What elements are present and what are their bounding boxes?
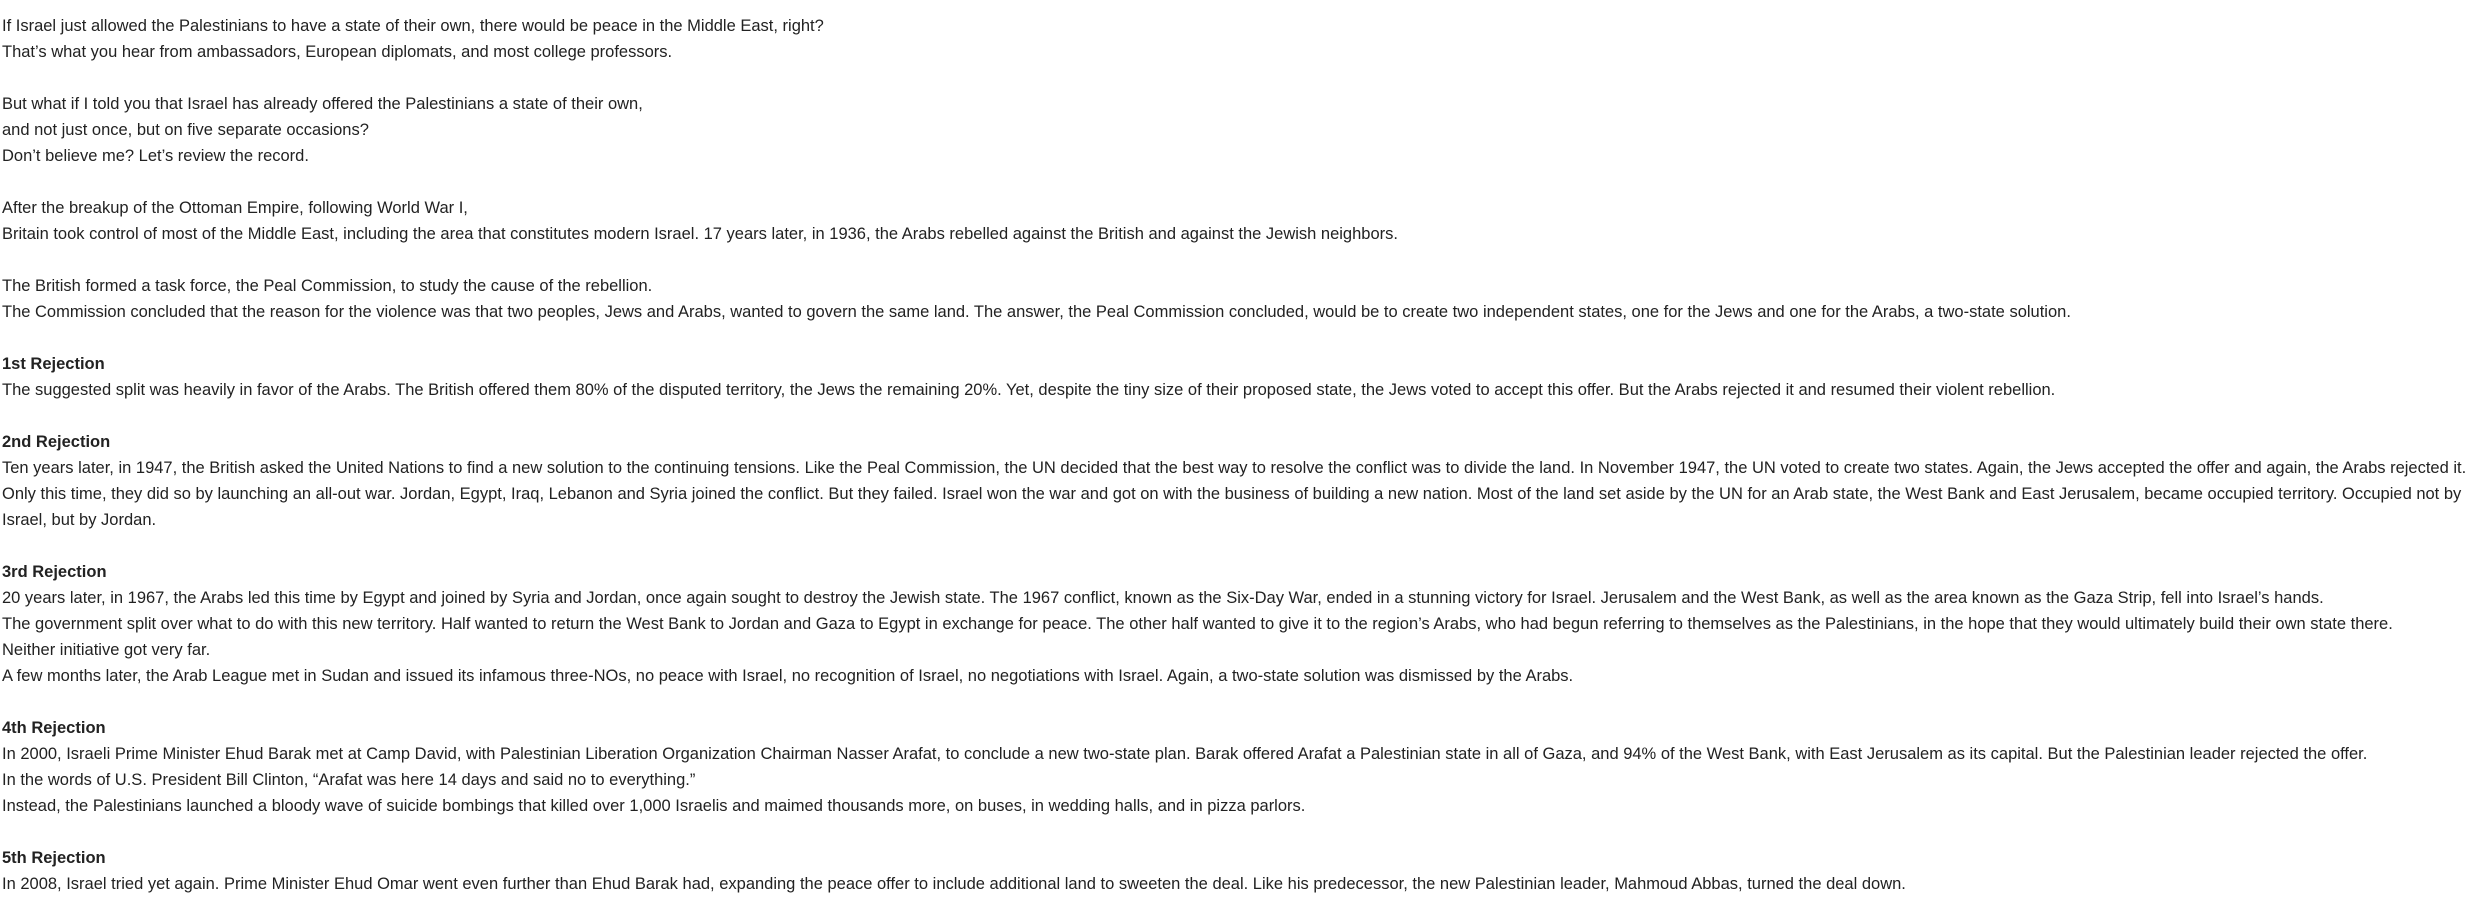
paragraph-gap xyxy=(2,819,2470,845)
rejection3-line-3: Neither initiative got very far. xyxy=(2,641,211,659)
intro-line-1: If Israel just allowed the Palestinians to have a state of their own, there would be peace in the Middle East, right? xyxy=(2,17,824,35)
paragraph-gap xyxy=(2,533,2470,559)
rejection1-line-1: The suggested split was heavily in favor of the Arabs. The British offered them 80% of the disputed territory, the Jews the remaining 20%. Yet, despite the tiny size of their proposed state, the Jews voted to accept this offer. But the Arabs rejected it and resumed their violent rebellion. xyxy=(2,381,2056,399)
rejection4-line-2: In the words of U.S. President Bill Clinton, “Arafat was here 14 days and said no to everything.” xyxy=(2,771,696,789)
intro-line-2: That’s what you hear from ambassadors, European diplomats, and most college professors. xyxy=(2,43,673,61)
paragraph-gap xyxy=(2,65,2470,91)
section-heading-4th-rejection: 4th Rejection xyxy=(2,719,106,737)
rejection2-line-1: Ten years later, in 1947, the British asked the United Nations to find a new solution to the continuing tensions. Like the Peal Commission, the UN decided that the best way to resolve the conflict was to divide the land. In November 1947, the UN voted to create two states. Again, the Jews accepted the offer and again, the Arabs rejected it. xyxy=(2,459,2467,477)
peel-line-2: The Commission concluded that the reason for the violence was that two peoples, Jews and Arabs, wanted to govern the same land. The answer, the Peal Commission concluded, would be to create two independent states, one for the Jews and one for the Arabs, a two-state solution. xyxy=(2,303,2071,321)
hook-line-3: Don’t believe me? Let’s review the record. xyxy=(2,147,309,165)
paragraph-gap xyxy=(2,689,2470,715)
hook-line-2: and not just once, but on five separate occasions? xyxy=(2,121,369,139)
rejection3-line-2: The government split over what to do with this new territory. Half wanted to return the West Bank to Jordan and Gaza to Egypt in exchange for peace. The other half wanted to give it to the region’s Arabs, who had begun referring to themselves as the Palestinians, in the hope that they would ultimately build their own state there. xyxy=(2,615,2393,633)
section-heading-3rd-rejection: 3rd Rejection xyxy=(2,563,107,581)
rejection4-line-3: Instead, the Palestinians launched a bloody wave of suicide bombings that killed over 1,000 Israelis and maimed thousands more, on buses, in wedding halls, and in pizza parlors. xyxy=(2,797,1306,815)
rejection3-line-4: A few months later, the Arab League met in Sudan and issued its infamous three-NOs, no peace with Israel, no recognition of Israel, no negotiations with Israel. Again, a two-state solution was dismissed by the Arabs. xyxy=(2,667,1574,685)
section-heading-5th-rejection: 5th Rejection xyxy=(2,849,106,867)
paragraph-gap xyxy=(2,403,2470,429)
paragraph-gap xyxy=(2,169,2470,195)
rejection4-line-1: In 2000, Israeli Prime Minister Ehud Barak met at Camp David, with Palestinian Liberation Organization Chairman Nasser Arafat, to conclude a new two-state plan. Barak offered Arafat a Palestinian state in all of Gaza, and 94% of the West Bank, with East Jerusalem as its capital. But the Palestinian leader rejected the offer. xyxy=(2,745,2368,763)
hook-line-1: But what if I told you that Israel has already offered the Palestinians a state of their own, xyxy=(2,95,643,113)
section-heading-1st-rejection: 1st Rejection xyxy=(2,355,105,373)
rejection5-line-1: In 2008, Israel tried yet again. Prime Minister Ehud Omar went even further than Ehud Barak had, expanding the peace offer to include additional land to sweeten the deal. Like his predecessor, the new Palestinian leader, Mahmoud Abbas, turned the deal down. xyxy=(2,875,1906,893)
peel-line-1: The British formed a task force, the Peal Commission, to study the cause of the rebellion. xyxy=(2,277,653,295)
background-line-1: After the breakup of the Ottoman Empire, following World War I, xyxy=(2,199,468,217)
rejection2-line-2: Only this time, they did so by launching an all-out war. Jordan, Egypt, Iraq, Lebanon and Syria joined the conflict. But they failed. Israel won the war and got on with the business of building a new nation. Most of the land set aside by the UN for an Arab state, the West Bank and East Jerusalem, became occupied territory. Occupied not by Israel, but by Jordan. xyxy=(2,485,2462,529)
paragraph-gap xyxy=(2,247,2470,273)
rejection3-line-1: 20 years later, in 1967, the Arabs led this time by Egypt and joined by Syria and Jordan, once again sought to destroy the Jewish state. The 1967 conflict, known as the Six-Day War, ended in a stunning victory for Israel. Jerusalem and the West Bank, as well as the area known as the Gaza Strip, fell into Israel’s hands. xyxy=(2,589,2324,607)
background-line-2: Britain took control of most of the Middle East, including the area that constitutes modern Israel. 17 years later, in 1936, the Arabs rebelled against the British and against the Jewish neighbors. xyxy=(2,225,1398,243)
section-heading-2nd-rejection: 2nd Rejection xyxy=(2,433,111,451)
paragraph-gap xyxy=(2,325,2470,351)
